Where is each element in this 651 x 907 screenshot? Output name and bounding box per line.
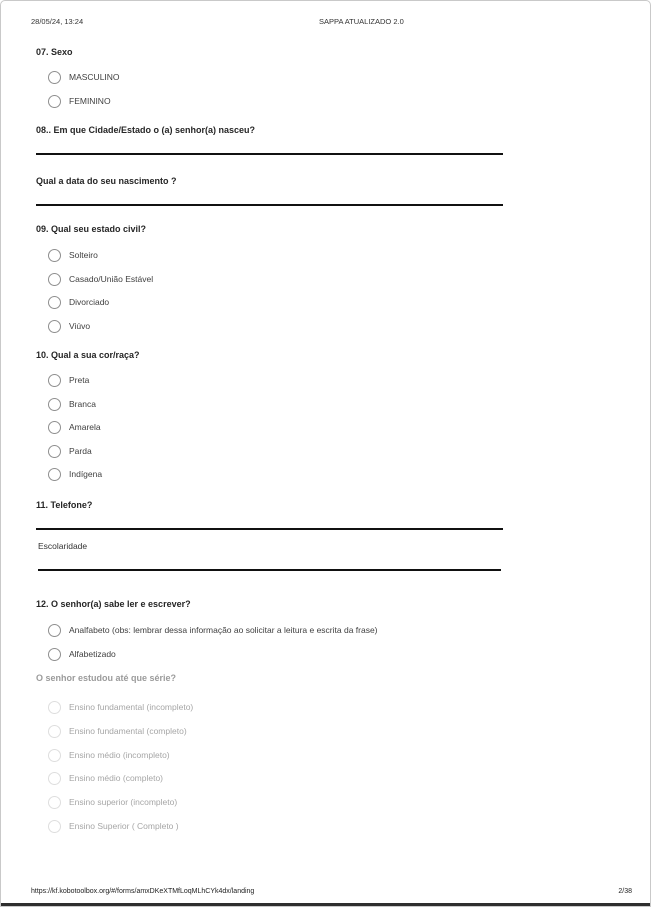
radio-option-parda[interactable] — [48, 444, 92, 458]
radio-option-preta[interactable] — [48, 373, 89, 387]
radio-option-label: Divorciado — [69, 297, 110, 307]
radio-option-label: MASCULINO — [69, 72, 120, 82]
radio-option-ensino-fundamental-completo — [48, 724, 187, 738]
radio-option-amarela[interactable] — [48, 420, 101, 434]
radio-option-label: Casado/União Estável — [69, 274, 154, 284]
radio-option-feminino[interactable] — [48, 94, 111, 108]
radio-button-icon[interactable] — [48, 249, 61, 262]
answer-line — [36, 204, 503, 206]
radio-button-icon[interactable] — [48, 648, 61, 661]
radio-button-icon — [48, 772, 61, 785]
question-data-nascimento: Qual a data do seu nascimento ? — [36, 176, 177, 186]
radio-option-masculino[interactable] — [48, 70, 120, 84]
radio-option-solteiro[interactable] — [48, 248, 98, 262]
radio-button-icon[interactable] — [48, 445, 61, 458]
radio-option-analfabeto[interactable] — [48, 623, 378, 637]
question-12-ler-escrever: 12. O senhor(a) sabe ler e escrever? — [36, 599, 191, 609]
radio-option-label: Ensino médio (incompleto) — [69, 750, 170, 760]
radio-option-ensino-superior-completo — [48, 819, 179, 833]
document-title: SAPPA ATUALIZADO 2.0 — [319, 17, 404, 26]
radio-option-label: Branca — [69, 399, 96, 409]
answer-line — [38, 569, 501, 571]
radio-option-label: Parda — [69, 446, 92, 456]
radio-option-label: Alfabetizado — [69, 649, 116, 659]
footer-url: https://kf.kobotoolbox.org/#/forms/amxDKeXTMfLoqMLhCYk4dx/landing — [31, 888, 255, 895]
radio-button-icon[interactable] — [48, 296, 61, 309]
radio-option-label: Analfabeto (obs: lembrar dessa informação ao solicitar a leitura e escrita da frase) — [69, 625, 378, 635]
radio-button-icon — [48, 701, 61, 714]
radio-option-label: Viúvo — [69, 321, 91, 331]
question-09-estado-civil: 09. Qual seu estado civil? — [36, 224, 147, 234]
radio-button-icon[interactable] — [48, 398, 61, 411]
radio-option-ensino-superior-incompleto — [48, 795, 177, 809]
radio-option-label: Ensino fundamental (completo) — [69, 726, 187, 736]
radio-option-ensino-medio-completo — [48, 771, 163, 785]
question-estudou-ate-serie: O senhor estudou até que série? — [36, 673, 177, 683]
radio-option-label: Ensino Superior ( Completo ) — [69, 821, 179, 831]
radio-button-icon — [48, 796, 61, 809]
question-10-cor-raca: 10. Qual a sua cor/raça? — [36, 350, 140, 360]
radio-option-casado-uniao-estavel[interactable] — [48, 272, 153, 286]
answer-line — [36, 528, 503, 530]
radio-option-viuvo[interactable] — [48, 319, 90, 333]
radio-button-icon — [48, 749, 61, 762]
radio-button-icon — [48, 725, 61, 738]
print-datetime: 28/05/24, 13:24 — [31, 17, 84, 26]
radio-option-divorciado[interactable] — [48, 295, 109, 309]
window-bottom-edge — [1, 903, 650, 906]
radio-option-label: Solteiro — [69, 250, 98, 260]
page-number: 2/38 — [618, 888, 632, 895]
radio-option-ensino-fundamental-incompleto — [48, 700, 193, 714]
radio-button-icon[interactable] — [48, 320, 61, 333]
section-note-escolaridade: Escolaridade — [38, 541, 88, 551]
answer-line — [36, 153, 503, 155]
radio-option-alfabetizado[interactable] — [48, 647, 116, 661]
radio-button-icon[interactable] — [48, 421, 61, 434]
radio-button-icon[interactable] — [48, 624, 61, 637]
radio-option-indigena[interactable] — [48, 467, 102, 481]
radio-option-label: Ensino superior (incompleto) — [69, 797, 178, 807]
question-11-telefone: 11. Telefone? — [36, 500, 93, 510]
radio-option-ensino-medio-incompleto — [48, 748, 170, 762]
radio-option-label: FEMININO — [69, 96, 111, 106]
radio-button-icon[interactable] — [48, 374, 61, 387]
question-07-sexo: 07. Sexo — [36, 47, 73, 57]
radio-button-icon[interactable] — [48, 273, 61, 286]
radio-button-icon — [48, 820, 61, 833]
radio-option-label: Ensino médio (completo) — [69, 773, 164, 783]
question-08-cidade-estado: 08.. Em que Cidade/Estado o (a) senhor(a) nasceu? — [36, 125, 256, 135]
radio-option-label: Ensino fundamental (incompleto) — [69, 702, 194, 712]
radio-option-label: Amarela — [69, 422, 101, 432]
radio-option-label: Indígena — [69, 469, 103, 479]
radio-option-branca[interactable] — [48, 397, 96, 411]
radio-button-icon[interactable] — [48, 468, 61, 481]
radio-option-label: Preta — [69, 375, 90, 385]
radio-button-icon[interactable] — [48, 71, 61, 84]
radio-button-icon[interactable] — [48, 95, 61, 108]
